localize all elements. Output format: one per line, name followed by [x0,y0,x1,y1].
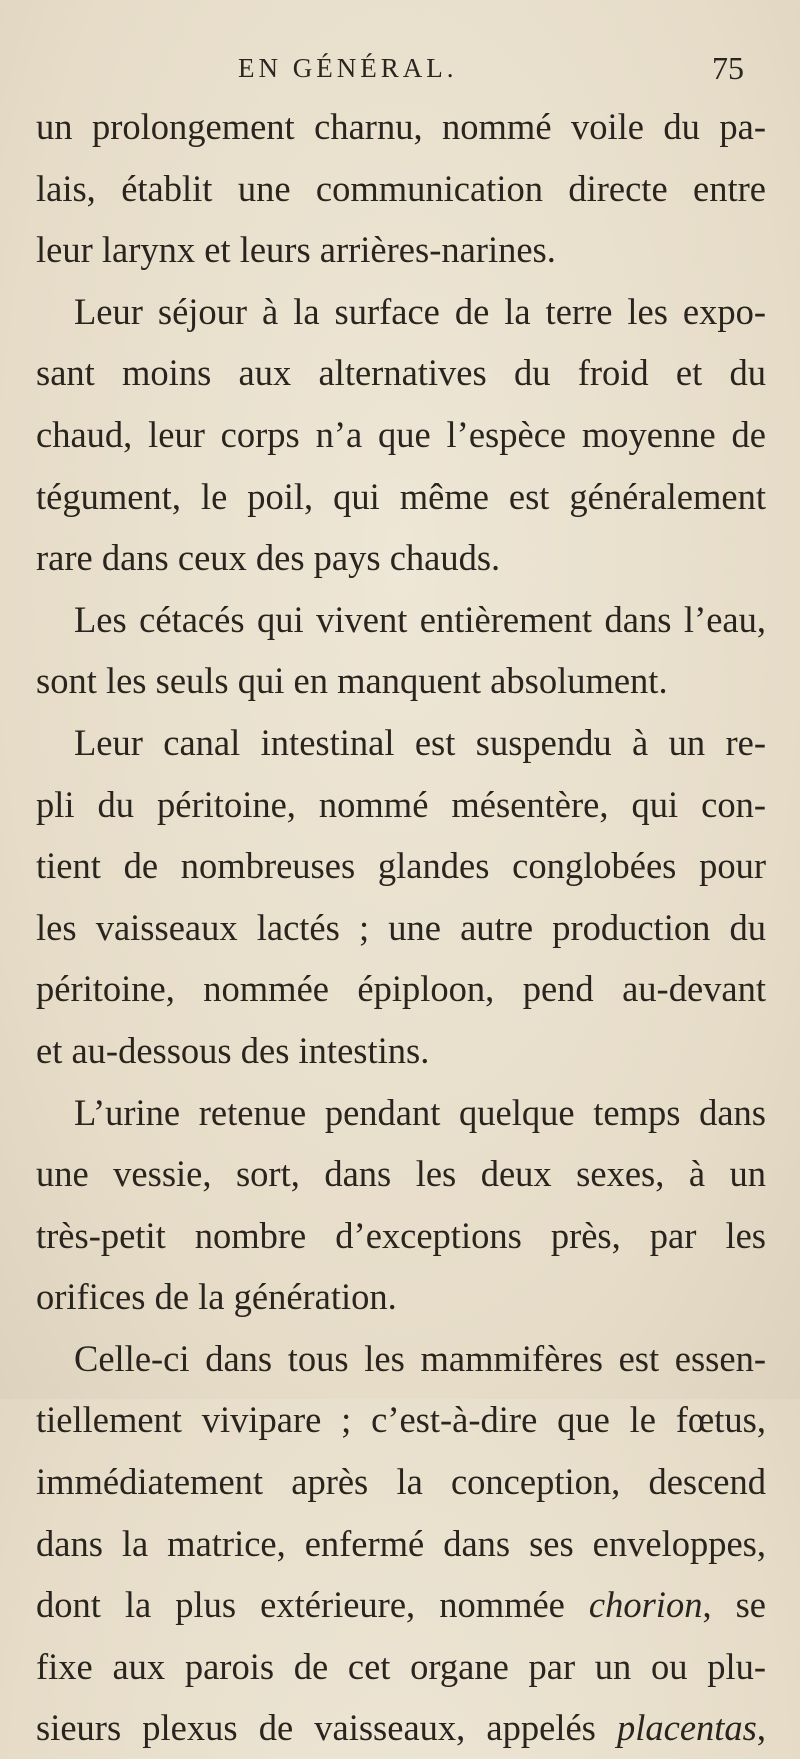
text-line: sont les seuls qui en manquent absolument. [36,660,668,702]
text-line: Leur canal intestinal est suspendu à un re- [74,721,766,763]
text-line [36,1697,766,1759]
italic-term-placentas: placentas [616,1707,757,1749]
text-run: , [756,1707,766,1749]
text-line [36,1574,766,1636]
text-line: dans la matrice, enfermé dans ses enveloppes, [36,1522,766,1564]
text-line: immédiatement après la conception, descend [36,1461,766,1503]
text-line: tégument, le poil, qui même est généralement [36,475,766,517]
text-line: lais, établit une communication directe entre [36,167,766,209]
text-run: , se [702,1584,766,1626]
text-line: orifices de la génération. [36,1276,397,1318]
italic-term-chorion: chorion [588,1584,703,1626]
text-line: et au-dessous des intestins. [36,1029,430,1071]
text-line: une vessie, sort, dans les deux sexes, à un [36,1153,766,1195]
body-text [36,96,766,1759]
text-line: chaud, leur corps n’a que l’espèce moyenne de [36,413,766,455]
text-line: fixe aux parois de cet organe par un ou plu- [36,1645,766,1687]
text-run: dont la plus extérieure, nommée [36,1584,589,1626]
text-line: L’urine retenue pendant quelque temps dans [74,1091,766,1133]
text-line: tient de nombreuses glandes conglobées pour [36,845,766,887]
text-line: leur larynx et leurs arrières-narines. [36,229,556,271]
text-line: sant moins aux alternatives du froid et du [36,352,766,394]
text-line: Leur séjour à la surface de la terre les expo- [74,290,766,332]
running-title: EN GÉNÉRAL. [238,53,458,83]
text-run: sieurs plexus de vaisseaux, appelés [36,1707,617,1749]
text-line: un prolongement charnu, nommé voile du pa- [36,106,766,147]
text-line: très-petit nombre d’exceptions près, par les [36,1214,766,1256]
text-line: Celle-ci dans tous les mammifères est essen- [74,1337,766,1379]
text-line: les vaisseaux lactés ; une autre production du [36,906,766,948]
text-line: pli du péritoine, nommé mésentère, qui con- [36,783,766,825]
text-line: péritoine, nommée épiploon, pend au-devant [36,968,766,1010]
text-line: rare dans ceux des pays chauds. [36,537,501,579]
text-line: tiellement vivipare ; c’est-à-dire que le fœtus, [36,1399,766,1441]
running-head [0,48,800,98]
text-line: Les cétacés qui vivent entièrement dans l’eau, [74,598,766,640]
page-number: 75 [712,50,744,86]
